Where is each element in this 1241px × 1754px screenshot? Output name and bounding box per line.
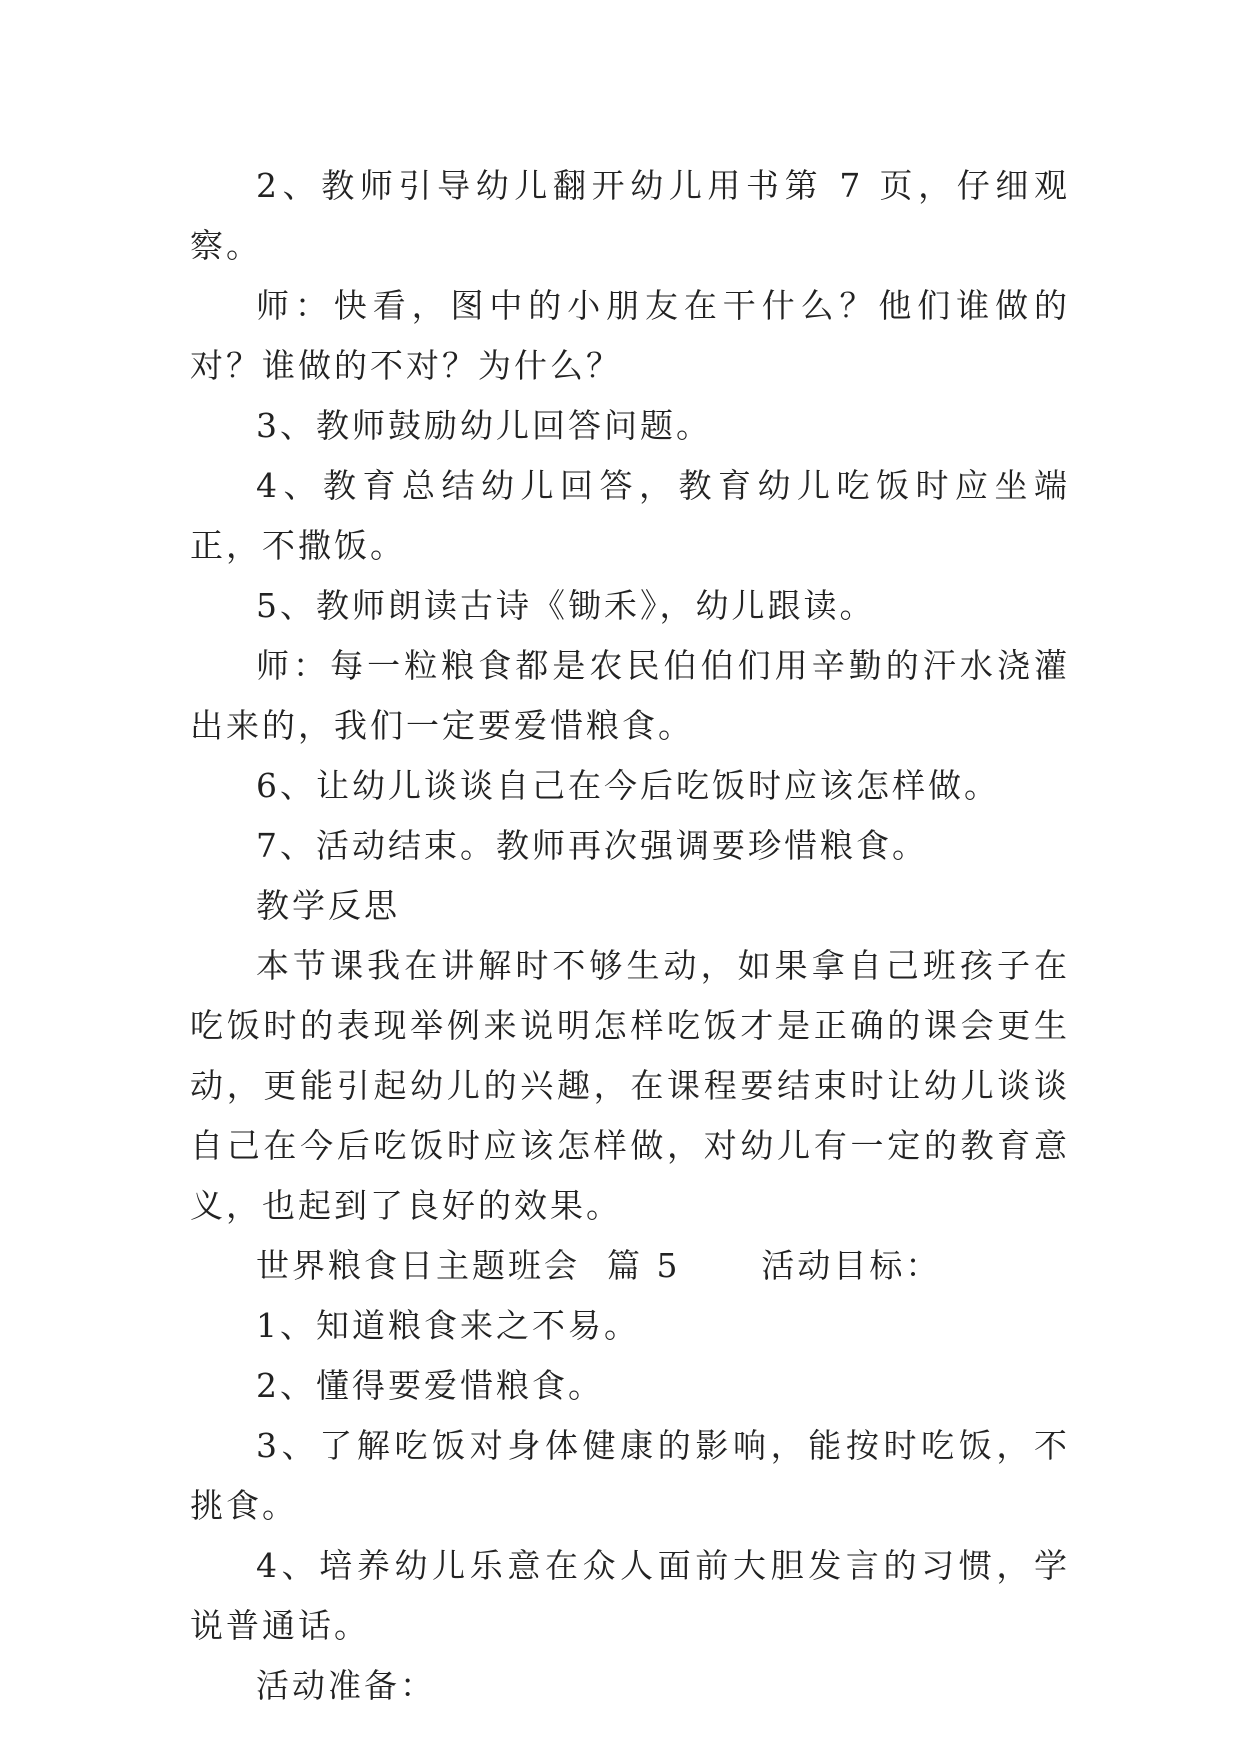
paragraph-step-3: 3、教师鼓励幼儿回答问题。 xyxy=(256,406,712,445)
paragraph-step-2: 2、教师引导幼儿翻开幼儿用书第 7 页，仔细观察。 xyxy=(190,166,1070,265)
paragraph-step-6: 6、让幼儿谈谈自己在今后吃饭时应该怎样做。 xyxy=(256,766,1000,805)
paragraph-teacher-question: 师：快看，图中的小朋友在干什么？他们谁做的对？谁做的不对？为什么？ xyxy=(190,286,1070,385)
paragraph-goal-4: 4、培养幼儿乐意在众人面前大胆发言的习惯，学说普通话。 xyxy=(190,1546,1070,1645)
section-heading-part-5: 世界粮食日主题班会 篇 5 活动目标： xyxy=(256,1246,942,1285)
paragraph-teacher-remark: 师：每一粒粮食都是农民伯伯们用辛勤的汗水浇灌出来的，我们一定要爱惜粮食。 xyxy=(190,646,1070,745)
paragraph-goal-1: 1、知道粮食来之不易。 xyxy=(256,1306,640,1345)
paragraph-step-5: 5、教师朗读古诗《锄禾》，幼儿跟读。 xyxy=(256,586,876,625)
section-heading-preparation: 活动准备： xyxy=(256,1666,436,1705)
paragraph-step-4: 4、教育总结幼儿回答，教育幼儿吃饭时应坐端正，不撒饭。 xyxy=(190,466,1070,565)
document-body xyxy=(190,156,1070,1716)
paragraph-goal-3: 3、了解吃饭对身体健康的影响，能按时吃饭，不挑食。 xyxy=(190,1426,1070,1525)
paragraph-goal-2: 2、懂得要爱惜粮食。 xyxy=(256,1366,604,1405)
section-heading-reflection: 教学反思 xyxy=(256,886,400,925)
paragraph-reflection: 本节课我在讲解时不够生动，如果拿自己班孩子在吃饭时的表现举例来说明怎样吃饭才是正确的课会更生动，更能引起幼儿的兴趣，在课程要结束时让幼儿谈谈自己在今后吃饭时应该怎样做，对幼儿有一定的教育意义，也起到了良好的效果。 xyxy=(190,946,1070,1225)
paragraph-step-7: 7、活动结束。教师再次强调要珍惜粮食。 xyxy=(256,826,928,865)
